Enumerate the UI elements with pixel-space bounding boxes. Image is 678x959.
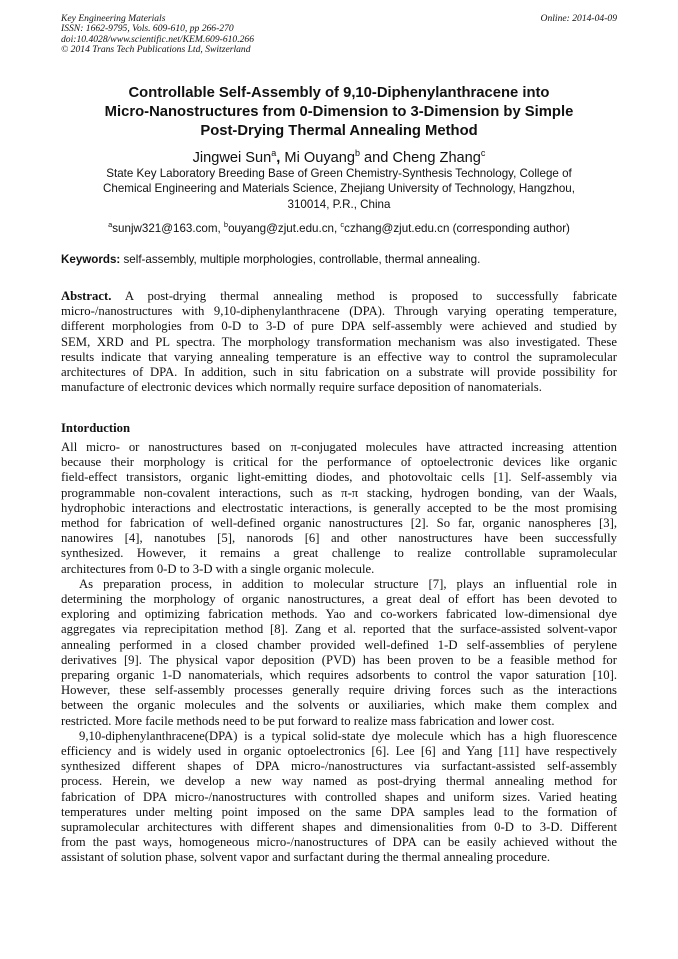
abstract-line: different morphologies from 0-D to 3-D of pure DPA self-assembly were achieved and studied by [61, 319, 617, 334]
email-address: czhang@zjut.edu.cn (corresponding author) [344, 221, 570, 235]
body-line: from the past ways, homogeneous micro-/nanostructures of DPA can be easily achieved without the [61, 835, 617, 850]
doi-line: doi:10.4028/www.scientific.net/KEM.609-610.266 [61, 33, 255, 45]
email-superscript: b [223, 220, 229, 229]
abstract-line: architectures of DPA. In addition, such in situ fabrication on a substrate will provide possibility for [61, 365, 617, 380]
title-line: Controllable Self-Assembly of 9,10-Diphenylanthracene into [128, 85, 550, 101]
author-name: Mi Ouyang [284, 149, 355, 166]
body-line: preparing organic 1-D nanomaterials, which requires adsorbents to control the vapor saturation [10]. [61, 668, 617, 683]
author-separator: , [276, 149, 285, 166]
author-superscript: c [480, 148, 486, 158]
affiliation-line: State Key Laboratory Breeding Base of Green Chemistry-Synthesis Technology, College of [106, 167, 572, 180]
author-name: Cheng Zhang [392, 149, 481, 166]
paper-title [61, 84, 617, 141]
email-superscript: c [340, 220, 345, 229]
affiliation [61, 166, 617, 212]
abstract [61, 289, 617, 395]
email-address: ouyang@zjut.edu.cn, [228, 221, 341, 235]
abstract-line: results indicate that varying annealing temperature is an effective way to control the supramolecular [61, 349, 617, 364]
title-line: Micro-Nanostructures from 0-Dimension to 3-Dimension by Simple [104, 104, 574, 120]
abstract-line: SEM, XRD and PL spectra. The morphology transformation mechanism was also investigated. These [61, 334, 617, 349]
keywords [61, 252, 621, 267]
copyright-line: © 2014 Trans Tech Publications Ltd, Switzerland [61, 44, 251, 56]
author-name: Jingwei Sun [192, 149, 272, 166]
body-line: nanowires [4], nanotubes [5], nanorods [6] and other nanostructures have been successfully [61, 531, 617, 546]
author-superscript: b [354, 148, 360, 158]
body-line: method for fabrication of well-defined organic nanostructures [2]. So far, organic nanospheres [3], [61, 516, 617, 531]
body-line: derivatives [9]. The physical vapor deposition (PVD) has been proven to be a feasible method for [61, 652, 617, 667]
body-line: because their morphology is critical for the performance of optoelectronic devices like organic [61, 455, 617, 470]
section-heading: Intorduction [61, 421, 131, 435]
body-line: 9,10-diphenylanthracene(DPA) is a typical solid-state dye molecule which has a high fluorescence [79, 728, 617, 743]
body-line: architectures from 0-D to 3-D with a single organic molecule. [61, 561, 375, 576]
email-address: sunjw321@163.com, [112, 221, 224, 235]
author-separator: and [360, 149, 393, 166]
author-list [61, 144, 617, 167]
abstract-line: manufacture of electronic devices which normally require surface deposition of nanomaterials. [61, 380, 542, 395]
email-superscript: a [108, 220, 113, 229]
email-list [61, 217, 617, 236]
body-line: exploring and optimizing fabrication methods. Yao and co-workers fabricated low-dimensional dye [61, 607, 617, 622]
body-line: As preparation process, in addition to molecular structure [7], plays an influential role in [79, 576, 617, 591]
affiliation-line: 310014, P.R., China [287, 197, 391, 211]
body-line: determining the morphology of organic nanostructures, a great deal of effort has been devoted to [61, 592, 617, 607]
body-line: hydrophobic interactions and electrostatic interactions, is generally accepted to be the most promising [61, 500, 617, 515]
body-line: synthesized. However, it remains a great challenge to realize controllable supramolecular [61, 546, 617, 561]
publication-header [61, 14, 617, 56]
issn-line: ISSN: 1662-9795, Vols. 609-610, pp 266-270 [61, 23, 234, 35]
author-superscript: a [271, 148, 277, 158]
abstract-line [61, 289, 617, 304]
introduction-body [61, 440, 617, 866]
body-line: aggregates via reprecipitation method [8]. Zang et al. reported that the surface-assisted solvent-vapor [61, 622, 617, 637]
body-line: fabrication of DPA micro-/nanostructures with controlled shapes and uniform sizes. Varied heating [61, 789, 617, 804]
keywords-label: Keywords: [61, 253, 121, 266]
keywords-text: self-assembly, multiple morphologies, controllable, thermal annealing. [120, 253, 481, 266]
body-line: between the organic molecules and the solvents or auxiliaries, which make them complex and [61, 698, 617, 713]
body-line: assistant of solution phase, solvent vapor and surfactant during the thermal annealing procedure. [61, 850, 551, 865]
online-date: Online: 2014-04-09 [540, 13, 617, 24]
body-line: efficiency and is widely used in organic optoelectronics [6]. Lee [6] and Yang [11] have respectively [61, 744, 617, 759]
body-line: restricted. More facile methods need to be put forward to realize mass fabrication and lower cost. [61, 713, 555, 728]
body-line: process. Herein, we develop a new way named as post-drying thermal annealing method for [61, 774, 617, 789]
body-line: annealing performed in a closed chamber provided well-defined 1-D self-assemblies of perylene [61, 637, 617, 652]
body-line: synthesized different shapes of DPA micro-/nanostructures via surfactant-assisted self-assembly [61, 759, 617, 774]
abstract-label: Abstract. [61, 289, 112, 303]
body-line: supramolecular architectures with different shapes and dimensionalities from 0-D to 3-D. Different [61, 820, 617, 835]
body-line: temperatures under melting point imposed on the same DPA samples lead to the formation of [61, 804, 617, 819]
abstract-line: micro-/nanostructures with 9,10-diphenylanthracene (DPA). Through varying operating temperature, [61, 304, 617, 319]
affiliation-line: Chemical Engineering and Materials Science, Zhejiang University of Technology, Hangzhou, [103, 182, 575, 196]
body-line: programmable non-covalent interactions, such as π-π stacking, hydrogen bonding, van der Waals, [61, 485, 617, 500]
journal-name: Key Engineering Materials [61, 13, 166, 24]
body-line: field-effect transistors, organic light-emitting diodes, and photovoltaic cells [1]. Self-assembly via [61, 470, 617, 485]
body-line: However, these self-assembly processes generally require driving forces such as the interactions [61, 683, 617, 698]
abstract-text: A post-drying thermal annealing method is proposed to successfully fabricate [111, 289, 617, 303]
title-line: Post-Drying Thermal Annealing Method [200, 123, 478, 139]
body-line: All micro- or nanostructures based on π-conjugated molecules have attracted increasing attention [61, 440, 617, 454]
